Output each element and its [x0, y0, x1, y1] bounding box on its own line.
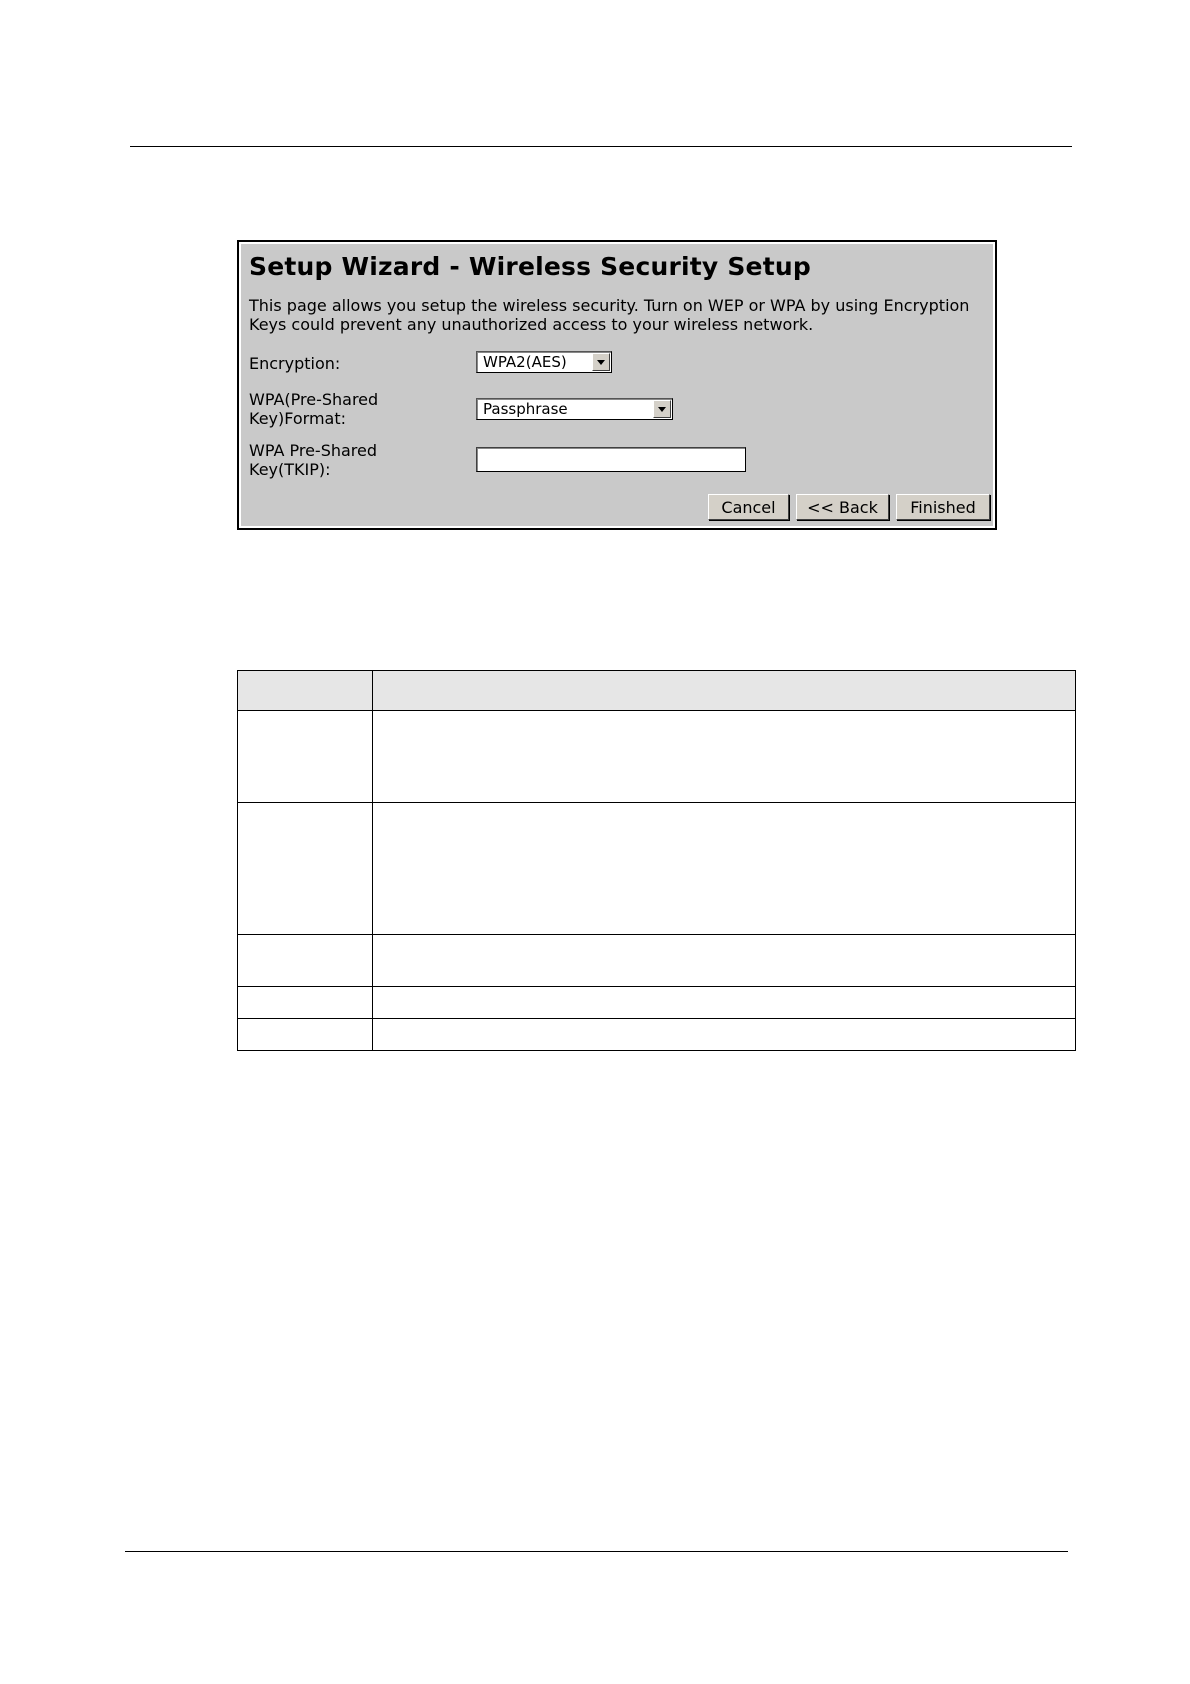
- cancel-button[interactable]: Cancel: [708, 494, 789, 520]
- psk-format-select[interactable]: [476, 398, 673, 420]
- psk-input[interactable]: [476, 447, 746, 472]
- table-cell: [373, 1019, 1076, 1051]
- table-row: [238, 987, 1076, 1019]
- header-rule: [130, 146, 1072, 147]
- table-cell: [238, 803, 373, 935]
- table-row: [238, 711, 1076, 803]
- table-row: [238, 803, 1076, 935]
- encryption-select-value: WPA2(AES): [483, 353, 567, 371]
- table-header-cell: [238, 671, 373, 711]
- table-cell: [373, 935, 1076, 987]
- psk-label: WPA Pre-Shared Key(TKIP):: [249, 441, 378, 479]
- table-cell: [373, 711, 1076, 803]
- encryption-select[interactable]: [476, 351, 612, 373]
- psk-format-label: WPA(Pre-Shared Key)Format:: [249, 390, 379, 428]
- table-header-cell: [373, 671, 1076, 711]
- table-cell: [238, 935, 373, 987]
- psk-format-select-value: Passphrase: [483, 400, 568, 418]
- table-row: [238, 1019, 1076, 1051]
- table-header-row: [238, 671, 1076, 711]
- wizard-screenshot: [237, 240, 997, 530]
- table-cell: [373, 987, 1076, 1019]
- back-button[interactable]: << Back: [796, 494, 889, 520]
- table-cell: [373, 803, 1076, 935]
- page-title: Setup Wizard - Wireless Security Setup: [249, 252, 811, 281]
- page-description: This page allows you setup the wireless security. Turn on WEP or WPA by using Encryption Keys could prevent any unauthorized access to your wireless network.: [249, 296, 970, 334]
- encryption-label: Encryption:: [249, 354, 341, 373]
- table-cell: [238, 987, 373, 1019]
- table-row: [238, 935, 1076, 987]
- table-cell: [238, 711, 373, 803]
- chevron-down-icon[interactable]: [592, 353, 610, 371]
- chevron-down-icon[interactable]: [653, 400, 671, 418]
- footer-rule: [125, 1551, 1068, 1552]
- field-description-table: [237, 670, 1076, 1051]
- table-cell: [238, 1019, 373, 1051]
- finished-button[interactable]: Finished: [896, 494, 990, 520]
- wizard-panel: [241, 244, 993, 526]
